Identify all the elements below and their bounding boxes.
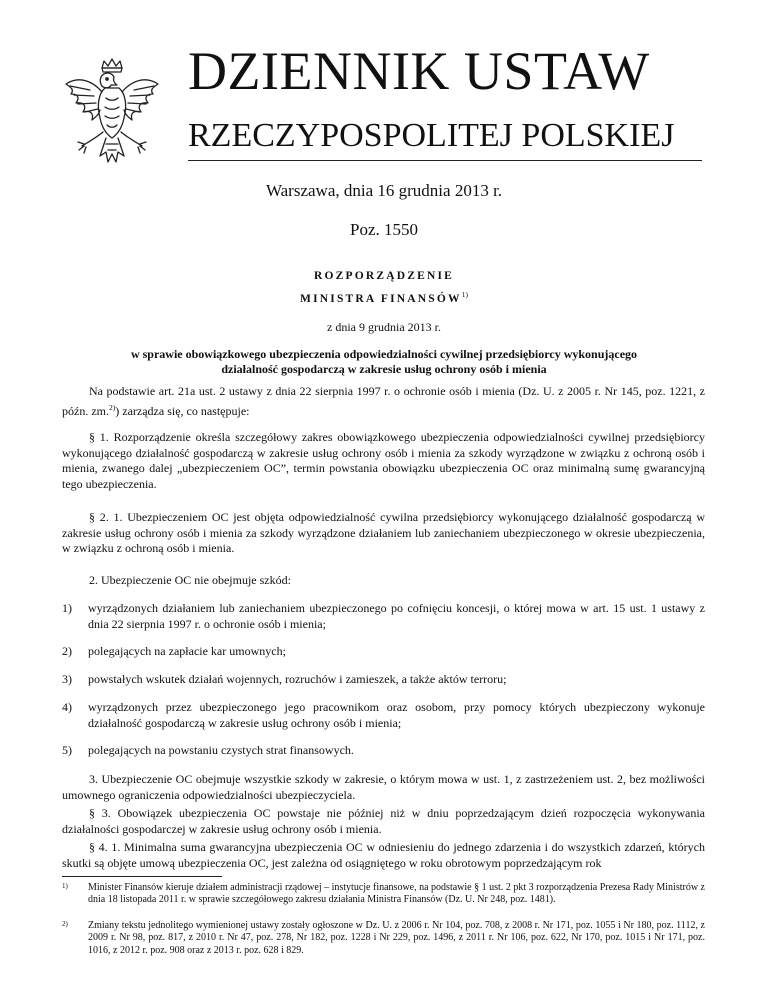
act-authority bbox=[0, 290, 768, 305]
paragraph-2-1: § 2. 1. Ubezpieczeniem OC jest objęta odpowiedzialność cywilna przedsiębiorcy wykonującego działalność gospodarczą w zakresie usług ochrony osób i mienia za szkody wyrządzone działaniem lub zaniechaniem ubezpieczonego w okresie ubezpieczenia, w związku z ochroną osób i mienia. bbox=[62, 510, 705, 555]
journal-subtitle: RZECZYPOSPOLITEJ POLSKIEJ bbox=[188, 117, 675, 154]
footnote-divider bbox=[62, 876, 222, 877]
list-item-text: wyrządzonych przez ubezpieczonego jego pracownikom oraz osobom, przy pomocy których ubezpieczony wykonuje działalność gospodarczą w zakresie usług ochrony osób i mienia; bbox=[88, 700, 705, 730]
footnote-ref-2: 2) bbox=[109, 402, 116, 412]
list-item-text: polegających na powstaniu czystych strat finansowych. bbox=[88, 743, 354, 757]
paragraph-1: § 1. Rozporządzenie określa szczegółowy zakres obowiązkowego ubezpieczenia odpowiedzialności cywilnej przedsiębiorcy wykonującego działalność gospodarczą w zakresie usług ochrony osób i mienia za szkody wyrządzone w związku z ochroną osób i mienia, zwanego dalej „ubezpieczeniem OC”, termin powstania obowiązku ubezpieczenia OC oraz minimalną sumę gwarancyjną tego ubezpieczenia. bbox=[62, 430, 705, 491]
preamble-end: ) zarządza się, co następuje: bbox=[115, 403, 250, 418]
paragraph-2-3: 3. Ubezpieczenie OC obejmuje wszystkie szkody w zakresie, o którym mowa w ust. 1, z zastrzeżeniem ust. 2, bez możliwości umownego ograniczenia odpowiedzialności ubezpieczyciela. bbox=[62, 772, 705, 802]
paragraph-3: § 3. Obowiązek ubezpieczenia OC powstaje nie później niż w dniu poprzedzającym dzień rozpoczęcia wykonywania działalności gospodarczej w zakresie usług ochrony osób i mienia. bbox=[62, 806, 705, 836]
journal-title: DZIENNIK USTAW bbox=[188, 41, 650, 101]
list-item-text: wyrządzonych działaniem lub zaniechaniem ubezpieczonego po cofnięciu koncesji, o której mowa w art. 15 ust. 1 ustawy z dnia 22 sierpnia 1997 r. o ochronie osób i mienia; bbox=[88, 601, 705, 631]
masthead-divider bbox=[188, 160, 702, 161]
list-item-number: 2) bbox=[62, 644, 72, 658]
list-item-number: 1) bbox=[62, 601, 72, 615]
preamble bbox=[62, 384, 705, 419]
footnote-text: Minister Finansów kieruje działem administracji rządowej – instytucje finansowe, na podstawie § 1 ust. 2 pkt 3 rozporządzenia Prezesa Rady Ministrów z dnia 18 listopada 2011 r. w sprawie szczegółowego zakresu działania Ministra Finansów (Dz. U. Nr 248, poz. 1481). bbox=[88, 882, 705, 906]
act-subject-line-1: w sprawie obowiązkowego ubezpieczenia odpowiedzialności cywilnej przedsiębiorcy wykonującego bbox=[130, 347, 638, 361]
list-item-number: 5) bbox=[62, 743, 72, 757]
list-item-number: 4) bbox=[62, 700, 72, 714]
position-number: Poz. 1550 bbox=[350, 220, 418, 239]
polish-eagle-emblem-icon bbox=[56, 58, 168, 180]
act-date: z dnia 9 grudnia 2013 r. bbox=[327, 320, 441, 334]
footnote-number: 1) bbox=[62, 882, 68, 890]
publication-date: Warszawa, dnia 16 grudnia 2013 r. bbox=[265, 181, 503, 200]
preamble-start: Na podstawie art. 21a ust. 2 ustawy z dnia 22 sierpnia 1997 r. o ochronie osób i mienia (Dz. U. z 2005 r. Nr 145, poz. 1221, z późn. zm. bbox=[62, 384, 705, 418]
list-item-number: 3) bbox=[62, 672, 72, 686]
act-subject bbox=[0, 347, 768, 377]
paragraph-2-2: 2. Ubezpieczenie OC nie obejmuje szkód: bbox=[89, 573, 291, 587]
list-item-text: polegających na zapłacie kar umownych; bbox=[88, 644, 286, 658]
act-type: ROZPORZĄDZENIE bbox=[313, 270, 455, 282]
footnote-number: 2) bbox=[62, 920, 68, 928]
paragraph-4: § 4. 1. Minimalna suma gwarancyjna ubezpieczenia OC w odniesieniu do jednego zdarzenia i do wszystkich zdarzeń, których skutki są objęte umową ubezpieczenia OC, jest zależna od osiągniętego w roku obrotowym poprzedzającym rok bbox=[62, 840, 705, 870]
list-item-text: powstałych wskutek działań wojennych, rozruchów i zamieszek, a także aktów terroru; bbox=[88, 672, 507, 686]
footnote-text: Zmiany tekstu jednolitego wymienionej ustawy zostały ogłoszone w Dz. U. z 2006 r. Nr 104, poz. 708, z 2008 r. Nr 171, poz. 1055 i Nr 180, poz. 1112, z 2009 r. Nr 98, poz. 817, z 2010 r. Nr 47, poz. 278, Nr 182, poz. 1228 i Nr 229, poz. 1496, z 2011 r. Nr 106, poz. 622, Nr 170, poz. 1015 i Nr 171, poz. 1016, z 2012 r. poz. 908 oraz z 2013 r. poz. 628 i 829. bbox=[88, 920, 705, 956]
act-authority-text: MINISTRA FINANSÓW bbox=[300, 292, 462, 305]
footnote-ref-1: 1) bbox=[461, 290, 468, 299]
act-subject-line-2: działalność gospodarczą w zakresie usług ochrony osób i mienia bbox=[221, 362, 547, 376]
